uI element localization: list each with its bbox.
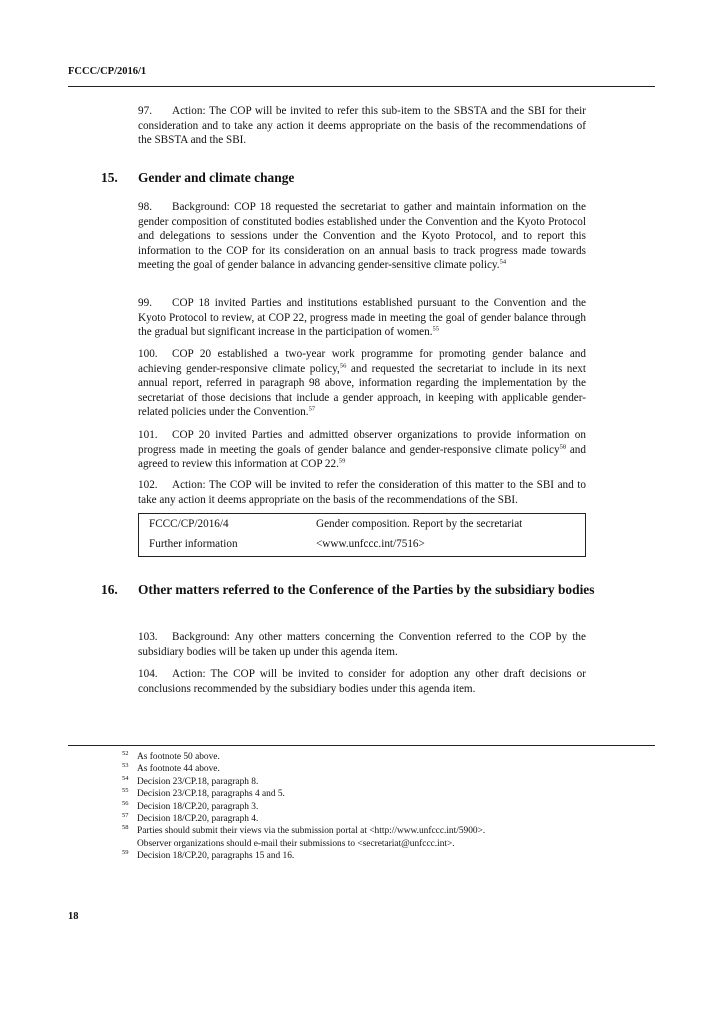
paragraph-102 (138, 478, 586, 507)
footnote-number: 55 (122, 787, 129, 795)
footnote-56 (122, 801, 602, 813)
paragraph-text: COP 18 invited Parties and institutions established pursuant to the Convention and the Kyoto Protocol to review, at COP 22, progress made in meeting the goal of gender balance through the gradual but significant increase in the participation of women. (138, 297, 586, 339)
footnote-text: As footnote 44 above. (137, 764, 220, 775)
footnote-ref: 59 (338, 457, 346, 465)
paragraph-98 (138, 200, 586, 273)
footnote-53 (122, 763, 602, 775)
footnote-text: Decision 23/CP.18, paragraph 8. (137, 776, 259, 787)
document-title-cell: Gender composition. Report by the secretariat (316, 518, 523, 530)
paragraph-97 (138, 104, 586, 148)
paragraph-text: COP 20 invited Parties and admitted observer organizations to provide information on progress made in meeting the goals of gender balance and gender-responsive climate policy (138, 429, 586, 456)
footnote-number: 57 (122, 812, 129, 820)
footnote-59 (122, 850, 602, 862)
document-symbol-cell: Further information (149, 538, 238, 550)
footnote-number: 52 (122, 750, 129, 757)
paragraph-text: Action: The COP will be invited to refer the consideration of this matter to the SBI and to take any action it deems appropriate on the basis of the recommendations of the SBI. (138, 479, 586, 506)
paragraph-number: 104. (138, 668, 158, 680)
footnote-text: Decision 18/CP.20, paragraphs 15 and 16. (137, 851, 295, 862)
paragraph-number: 100. (138, 348, 158, 360)
document-symbol: FCCC/CP/2016/1 (68, 66, 147, 77)
section-title: Gender and climate change (138, 170, 295, 185)
paragraph-number: 97. (138, 105, 152, 117)
header-divider (68, 86, 655, 87)
paragraph-101 (138, 428, 586, 472)
footnote-ref: 55 (432, 325, 440, 333)
footnote-58 (122, 825, 602, 850)
paragraph-99 (138, 296, 586, 340)
footnotes (122, 751, 602, 863)
section-number: 15. (101, 170, 118, 185)
paragraph-number: 101. (138, 429, 158, 441)
footnote-ref: 56 (339, 361, 347, 369)
footnote-text: Decision 23/CP.18, paragraphs 4 and 5. (137, 789, 285, 800)
footnote-ref: 57 (308, 405, 316, 413)
paragraph-103 (138, 630, 586, 659)
paragraph-text: Background: COP 18 requested the secretariat to gather and maintain information on the gender composition of constituted bodies established under the Convention and the Kyoto Protocol and delegations to sessions under the Convention and the Kyoto Protocol, and to report this information to the COP for its consideration on an annual basis to track progress made towards meeting the goal of gender balance in advancing gender-sensitive climate policy. (138, 201, 586, 272)
footnote-number: 58 (122, 824, 129, 832)
section-number: 16. (101, 582, 118, 597)
footnote-number: 59 (122, 849, 129, 857)
paragraph-text-continued: and requested the secretariat to include in its next annual report, referred in paragraph 98 above, information regarding the implementation by the secretariat of those decisions that include a gender approach, in keeping with applicable gender-related policies under the Convention. (138, 362, 587, 419)
document-link[interactable]: <www.unfccc.int/7516> (316, 538, 425, 550)
page-number: 18 (68, 911, 79, 922)
footnote-54 (122, 776, 602, 788)
footnote-text: Decision 18/CP.20, paragraph 3. (137, 801, 259, 812)
documents-table (138, 513, 586, 557)
footnote-55 (122, 788, 602, 800)
paragraph-100 (138, 347, 586, 420)
footnote-number: 54 (122, 774, 129, 782)
footnote-ref: 58 (559, 442, 567, 450)
paragraph-text: Background: Any other matters concerning the Convention referred to the COP by the subsidiary bodies will be taken up under this agenda item. (138, 631, 586, 658)
paragraph-text-continued: and agreed to review this information at COP 22. (138, 443, 586, 471)
footnote-57 (122, 813, 602, 825)
paragraph-number: 103. (138, 631, 158, 643)
footnote-52 (122, 751, 602, 763)
paragraph-104 (138, 667, 586, 696)
footnote-ref: 54 (499, 258, 507, 266)
document-symbol-cell: FCCC/CP/2016/4 (149, 518, 229, 530)
paragraph-text: Action: The COP will be invited to consider for adoption any other draft decisions or conclusions recommended by the subsidiary bodies under this agenda item. (138, 668, 586, 695)
footnote-number: 53 (122, 762, 129, 770)
footnote-number: 56 (122, 799, 129, 807)
paragraph-number: 99. (138, 297, 152, 309)
document-row (149, 518, 523, 530)
footnote-text: Parties should submit their views via the submission portal at <http://www.unfccc.int/5900>. (137, 826, 486, 837)
document-row (149, 538, 425, 550)
paragraph-text: COP 20 established a two-year work programme for promoting gender balance and achieving gender-responsive climate policy, (138, 348, 586, 375)
footnote-text-line-2: Observer organizations should e-mail their submissions to <secretariat@unfccc.int>. (137, 838, 455, 849)
footnote-text: Decision 18/CP.20, paragraph 4. (137, 814, 259, 825)
section-title: Other matters referred to the Conference of the Parties by the subsidiary bodies (138, 582, 595, 597)
footnote-divider (68, 745, 655, 746)
footnote-text: As footnote 50 above. (137, 752, 220, 762)
paragraph-number: 98. (138, 201, 152, 213)
paragraph-text: Action: The COP will be invited to refer this sub-item to the SBSTA and the SBI for their consideration and to take any action it deems appropriate on the basis of the recommendations of the SBSTA and the SBI. (138, 105, 586, 147)
paragraph-number: 102. (138, 479, 158, 491)
